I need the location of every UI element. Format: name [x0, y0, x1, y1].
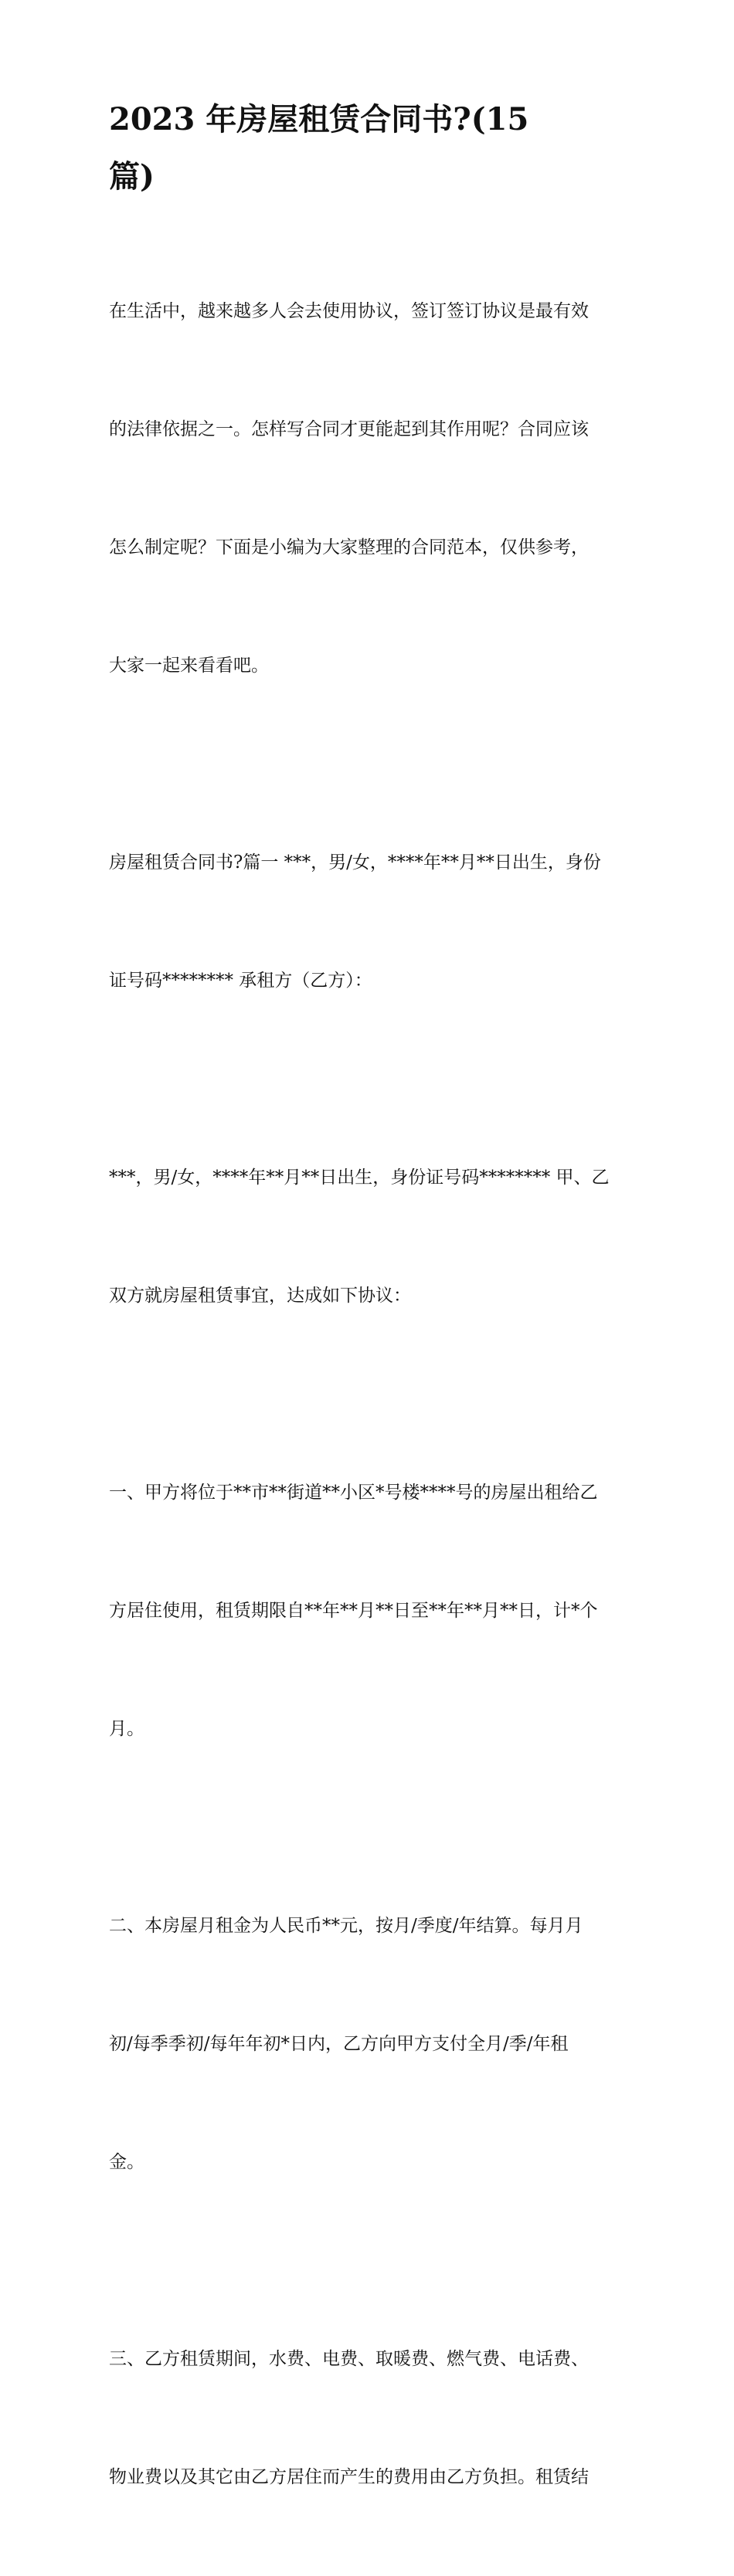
text-line: 一、甲方将位于**市**街道**小区*号楼****号的房屋出租给乙: [109, 1483, 598, 1503]
paragraph: [109, 1395, 627, 1828]
text-line: 月。: [109, 1719, 144, 1739]
text-line: 的法律依据之一。怎样写合同才更能起到其作用呢？合同应该: [109, 419, 589, 439]
document-title: [109, 91, 627, 205]
paragraph: [109, 2261, 627, 2576]
text-line: 物业费以及其它由乙方居住而产生的费用由乙方负担。租赁结: [109, 2467, 589, 2487]
paragraph: [109, 764, 627, 1080]
text-line: 初/每季季初/每年年初*日内，乙方向甲方支付全月/季/年租: [109, 2034, 569, 2054]
paragraph: [109, 1080, 627, 1395]
text-line: 证号码******** 承租方（乙方）：: [109, 971, 372, 991]
paragraph: [109, 213, 627, 764]
title-line: 篇): [109, 158, 155, 195]
text-line: 在生活中，越来越多人会去使用协议，签订签订协议是最有效: [109, 301, 589, 321]
text-line: 金。: [109, 2152, 144, 2172]
text-line: 怎么制定呢？下面是小编为大家整理的合同范本，仅供参考，: [109, 537, 589, 558]
title-line: 2023 年房屋租赁合同书?(15: [109, 101, 529, 137]
text-line: 二、本房屋月租金为人民币**元，按月/季度/年结算。每月月: [109, 1916, 583, 1936]
text-line: ***，男/女，****年**月**日出生，身份证号码******** 甲、乙: [109, 1168, 610, 1188]
text-line: 三、乙方租赁期间，水费、电费、取暖费、燃气费、电话费、: [109, 2349, 589, 2369]
paragraph: [109, 1828, 627, 2261]
text-line: 双方就房屋租赁事宜，达成如下协议：: [109, 1286, 411, 1306]
document-body: [109, 213, 627, 2576]
text-line: 大家一起来看看吧。: [109, 656, 269, 676]
text-line: 房屋租赁合同书?篇一 ***，男/女，****年**月**日出生，身份: [109, 852, 601, 873]
text-line: 方居住使用，租赁期限自**年**月**日至**年**月**日，计*个: [109, 1601, 598, 1621]
